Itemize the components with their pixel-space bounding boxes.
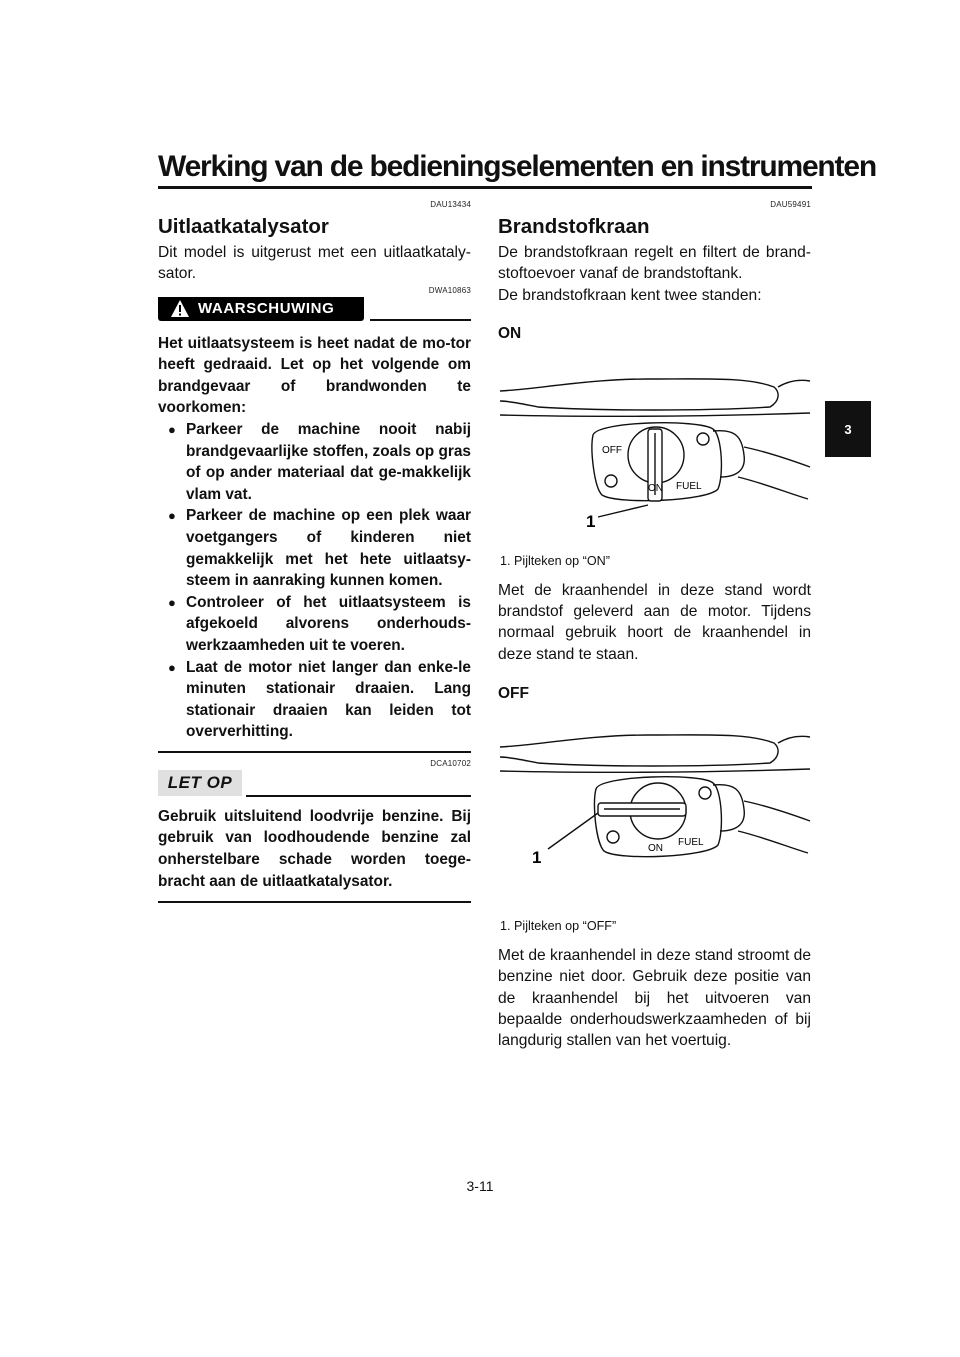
warning-body bbox=[158, 333, 471, 743]
callout-leader bbox=[598, 505, 648, 517]
bullet-dot-icon: ● bbox=[168, 421, 176, 437]
catalyst-intro: Dit model is uitgerust met een uitlaatkataly-sator. bbox=[158, 244, 471, 283]
screw-icon bbox=[697, 433, 709, 445]
frame-line bbox=[500, 769, 810, 772]
notice-end-rule bbox=[158, 901, 471, 903]
fuel-hose bbox=[744, 447, 810, 467]
dial-label-on: ON bbox=[648, 843, 663, 855]
warning-bullet-text: Laat de motor niet langer dan enke-le minuten stationair draaien. Lang stationair draaien kan leiden tot oververhitting. bbox=[186, 658, 471, 741]
callout-leader bbox=[548, 813, 598, 849]
section-code: DAU59491 bbox=[770, 200, 811, 209]
screw-icon bbox=[607, 831, 619, 843]
warning-end-rule bbox=[158, 751, 471, 753]
header-rule bbox=[158, 186, 812, 189]
section-code: DAU13434 bbox=[430, 200, 471, 209]
notice-text: Gebruik uitsluitend loodvrije benzine. Bij gebruik van loodhoudende benzine zal onherstelbare schade worden toege-bracht aan de uitlaatkatalysator. bbox=[158, 807, 471, 890]
warning-bullet-text: Controleer of het uitlaatsysteem is afgekoeld alvorens onderhouds-werkzaamheden uit te voeren. bbox=[186, 593, 471, 654]
dial-label-on: ON bbox=[648, 482, 663, 494]
page-title: Werking van de bedieningselementen en instrumenten bbox=[158, 150, 876, 183]
left-column bbox=[158, 200, 471, 903]
chapter-tab: 3 bbox=[825, 401, 871, 457]
caption-number: 1. bbox=[500, 919, 511, 934]
fuel-cock-off-illustration bbox=[498, 717, 811, 907]
notice-header bbox=[158, 768, 471, 798]
tank-outline bbox=[500, 735, 778, 766]
warning-rule bbox=[370, 319, 471, 321]
fuel-hose bbox=[738, 831, 808, 853]
state-label-on: ON bbox=[498, 324, 522, 342]
warning-lead: Het uitlaatsysteem is heet nadat de mo-tor heeft gedraaid. Let op het volgende om brandgevaar of brandwonden te voorkomen: bbox=[158, 334, 471, 417]
caption-off bbox=[500, 919, 811, 933]
tank-edge bbox=[778, 736, 810, 743]
state-label-off: OFF bbox=[498, 685, 529, 703]
warning-bullet bbox=[168, 592, 471, 657]
on-description: Met de kraanhendel in deze stand wordt brandstof geleverd aan de motor. Tijdens normaal gebruik hoort de kraanhendel in deze stand te staan. bbox=[498, 581, 811, 663]
caption-number: 1. bbox=[500, 553, 511, 568]
warning-header bbox=[158, 297, 471, 321]
caption-on bbox=[500, 554, 811, 568]
tank-edge bbox=[778, 380, 810, 387]
warning-code: DWA10863 bbox=[428, 285, 471, 295]
warning-bullet bbox=[168, 657, 471, 743]
caption-text: Pijlteken op “OFF” bbox=[514, 919, 617, 934]
fuel-cock-intro: De brandstofkraan regelt en filtert de brand-stoftoevoer vanaf de brandstoftank. bbox=[498, 244, 811, 283]
fuel-cock-positions: De brandstofkraan kent twee standen: bbox=[498, 286, 762, 304]
page-number: 3-11 bbox=[466, 1178, 494, 1194]
frame-line bbox=[500, 413, 810, 416]
notice-code: DCA10702 bbox=[430, 758, 471, 768]
warning-bullet bbox=[168, 505, 471, 591]
warning-bullet bbox=[168, 419, 471, 505]
fuel-hose bbox=[738, 477, 808, 499]
tank-outline bbox=[500, 379, 778, 410]
bullet-dot-icon: ● bbox=[168, 659, 176, 675]
warning-bullet-text: Parkeer de machine nooit nabij brandgevaarlijke stoffen, zoals op gras of op ander materiaal dat ge-makkelijk vlam vat. bbox=[186, 420, 471, 503]
notice-label: LET OP bbox=[158, 770, 242, 796]
dial-label-off: OFF bbox=[602, 444, 622, 456]
dial-label-fuel: FUEL bbox=[678, 837, 704, 849]
section-title-fuel-cock: Brandstofkraan bbox=[498, 215, 650, 238]
bullet-dot-icon: ● bbox=[168, 508, 176, 524]
warning-bullet-text: Parkeer de machine op een plek waar voetgangers of kinderen niet gemakkelijk met het hete uitlaatsy-steem in aanraking kunnen komen. bbox=[186, 507, 471, 590]
screw-icon bbox=[605, 475, 617, 487]
bullet-dot-icon: ● bbox=[168, 594, 176, 610]
warning-triangle-icon bbox=[170, 299, 190, 318]
caption-text: Pijlteken op “ON” bbox=[514, 553, 610, 568]
right-column bbox=[498, 200, 811, 1052]
fuel-hose bbox=[744, 801, 810, 821]
section-title-catalyst: Uitlaatkatalysator bbox=[158, 215, 329, 238]
callout-number: 1 bbox=[532, 848, 542, 868]
off-description: Met de kraanhendel in deze stand stroomt de benzine niet door. Gebruik deze positie van de kraanhendel bij het uitvoeren van bepaalde onderhoudswerkzaamheden of bij langdurig stallen van het voertuig. bbox=[498, 947, 811, 1050]
warning-label-text: WAARSCHUWING bbox=[198, 300, 335, 318]
screw-icon bbox=[699, 787, 711, 799]
callout-number: 1 bbox=[586, 511, 596, 531]
dial-label-fuel: FUEL bbox=[676, 480, 702, 492]
warning-label bbox=[158, 297, 364, 321]
fuel-cock-on-illustration bbox=[498, 359, 811, 544]
notice-rule bbox=[246, 795, 471, 797]
